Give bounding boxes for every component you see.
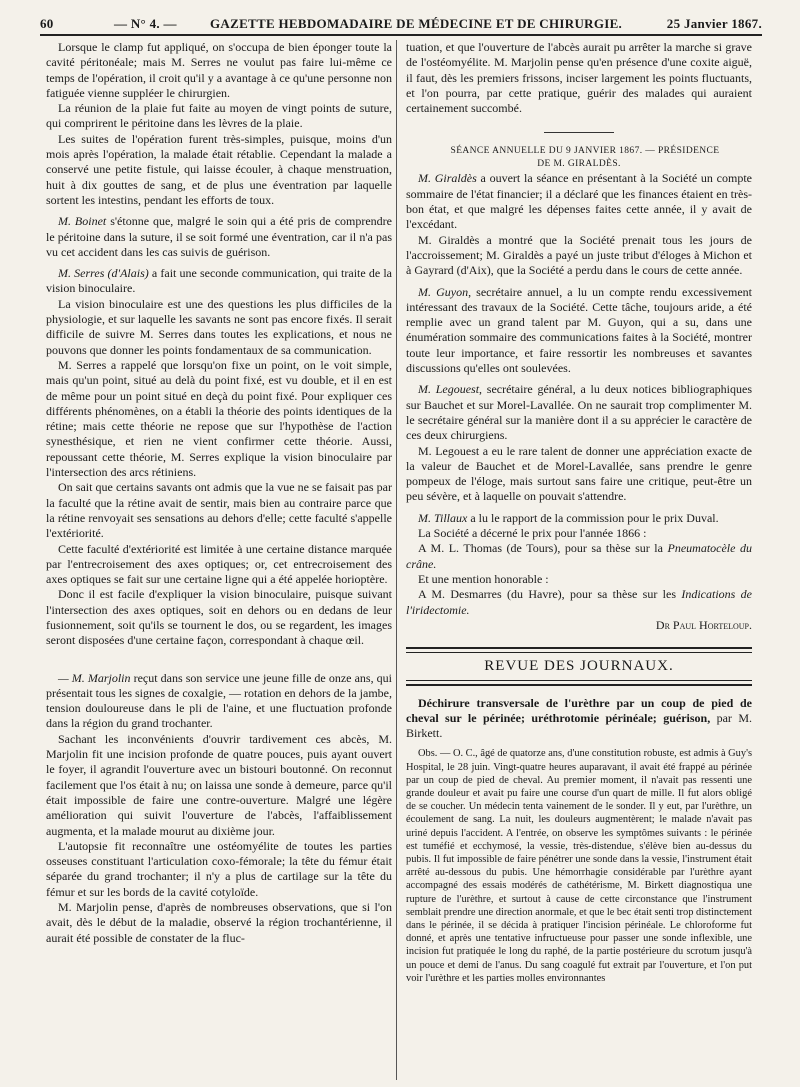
article-title: [406, 696, 752, 741]
paragraph-text: A M. Desmarres (du Havre), pour sa thèse sur les: [418, 587, 682, 602]
column-divider: [396, 40, 397, 1080]
paragraph: M. Giraldès a montré que la Société prenait tous les jours de l'accroissement; M. Giraldès a payé un juste tribut d'éloges à Michon et à Gayrard (d'Aix), que la Société a perdu dans le cours de cette année.: [406, 232, 752, 278]
speaker-name: M. Tillaux: [418, 510, 468, 525]
paragraph: La Société a décerné le prix pour l'année 1866 :: [418, 526, 647, 541]
signature: Dr Paul Horteloup.: [655, 617, 752, 632]
speaker-name: M. Giraldès: [418, 171, 477, 186]
article-title-text: Déchirure transversale de l'urèthre par un coup de pied de cheval sur le périnée; uréthrotomie périnéale; guérison,: [406, 696, 752, 726]
thesis-title: Pneumatocèle du crâne.: [406, 541, 752, 571]
right-column: [406, 40, 752, 985]
paragraph: M. Serres a rappelé que lorsqu'on fixe un point, on le voit simple, mais qu'un point, situé au delà du point fixé, est vu double, et il en est de même pour un point situé en deçà du point fixé. Pour expliquer ces différents phénomènes, on a établi la théorie des points identiques de la rétine; mais cette théorie ne repose que sur l'hypothèse de l'action synesthésique, et rien ne vient confirmer cette théorie. Aussi, repoussant cette théorie, M. Serres explique la vision binoculaire par l'intersection des arcs rétiniens.: [46, 357, 392, 480]
paragraph: [406, 541, 752, 572]
speaker-name: M. Boinet: [58, 214, 107, 229]
paragraph-text: s'étonne que, malgré le soin qui a été pris de comprendre le péritoine dans la suture, il se soit formé une éventration, car il n'a pas vu cet accident dans les cas suivis de guérison.: [46, 214, 392, 259]
paragraph-text: a ouvert la séance en présentant à la Société un compte sommaire de l'état financier; il a déclaré que les finances étaient en très-bon état, et que malgré les dépenses faites cette année, il y avait de l'excédant.: [406, 171, 752, 232]
section-banner: [406, 647, 752, 686]
paragraph: On sait que certains savants ont admis que la vue ne se faisait pas par la faculté que la rétine avait de sentir, mais bien au contraire parce que la rétine renvoyait ses sensations au dehors d'elle; cette faculté s'appelle l'extériorité.: [46, 480, 392, 541]
paragraph: Cette faculté d'extériorité est limitée à une certaine distance marquée par l'entrecroisement des axes optiques; or, cet entrecroisement des axes optiques se fait sur une certaine ligne qui a été appelée horioptère.: [46, 541, 392, 587]
paragraph: Sachant les inconvénients d'ouvrir tardivement ces abcès, M. Marjolin fit une incision profonde de quatre pouces, puis ayant ouvert le foyer, il agrandit l'ouverture avec un bistouri boutonné. On reconnut facilement que l'os était à nu; on laissa une sonde à demeure, parce qu'il était impossible de faire une contre-ouverture. Malgré une légère amélioration qui suivit l'ouverture de l'abcès, l'affaiblissement augmenta, et la malade mourut au dixième jour.: [46, 731, 392, 838]
paragraph: [406, 171, 752, 232]
article-author: par M. Birkett.: [406, 711, 752, 741]
page-header: [40, 8, 762, 36]
paragraph: Les suites de l'opération furent très-simples, puisque, moins d'un mois après l'opération, la malade était rétablie. Cependant la malade a conservé une petite fistule, qui laisse écouler, à chaque menstruation, huit à dix gouttes de sang, et de plus une éventration par laquelle sortent les intestins, pendant les efforts de toux.: [46, 131, 392, 207]
speaker-name: M. Legouest: [418, 382, 480, 397]
speaker-name: — M. Marjolin: [58, 670, 131, 685]
session-heading-line: DE M. GIRALDÈS.: [537, 159, 621, 170]
section-title: REVUE DES JOURNAUX.: [484, 658, 674, 675]
issue-date: 25 Janvier 1867.: [666, 16, 762, 31]
paragraph: Et une mention honorable :: [418, 571, 549, 586]
paragraph: [406, 587, 752, 618]
paragraph: [46, 266, 392, 297]
speaker-name: M. Guyon: [418, 284, 469, 299]
paragraph: [406, 511, 752, 526]
paragraph: tuation, et que l'ouverture de l'abcès aurait pu arrêter la marche si grave de l'ostéomyélite. M. Marjolin pense qu'en présence d'une coxite aiguë, il faut, dès les premiers frissons, inciser largement les points fluctuants, et l'on pourra, par cette pratique, guérir des malades qui auraient certainement succombé.: [406, 40, 752, 116]
paragraph-text: , secrétaire annuel, a lu un compte rendu excessivement intéressant des travaux de la Société. Cette tâche, toujours aride, a été remplie avec un grand talent par M. Guyon, qui a su, dans une énumération sommaire des communications faites à la Société, montrer toute leur importance, et faire ressortir les nombreuses et savantes discussions qu'elles ont soulevées.: [406, 284, 752, 376]
paragraph: L'autopsie fit reconnaître une ostéomyélite de toutes les parties osseuses constituant l'articulation coxo-fémorale; la tête du fémur était séparée du grand trochanter; il n'y a plus de cartilage sur la tête du fémur et sur les bords de la cavité cotyloïde.: [46, 838, 392, 899]
paragraph: Lorsque le clamp fut appliqué, on s'occupa de bien éponger toute la cavité péritonéale; mais M. Serres ne voulut pas faire lui-même ce temps de l'opération, il croit qu'il y a avantage à ce qu'une personne non fatiguée vienne suppléer le chirurgien.: [46, 40, 392, 100]
observation-text: Obs. — O. C., âgé de quatorze ans, d'une constitution robuste, est admis à Guy's Hospital, le 28 juin. Vingt-quatre heures auparavant, il avait été frappé au périnée par un coup de pied de cheval. Au premier moment, il n'avait pas ressenti une grande douleur et avait pu faire une course d'un quart de mille. Il fut alors obligé de se coucher. Un médecin tenta vainement de le sonder. Il y eut, par l'urèthre, un écoulement de sang. La nuit, les douleurs augmentèrent; le malade n'avait pas uriné depuis l'accident. A l'entrée, on observe les symptômes suivants : le périnée est tuméfié et ecchymosé, la vessie, très-distendue, s'élève bien au-dessus du pubis. Il fut impossible de faire pénétrer une sonde dans la vessie, l'instrument était arrêté au-dessous du pubis. Une hémorrhagie considérable par l'urèthre ayant accompagné des essais modérés de cathétérisme, M. Birkett diagnostiqua une rupture de l'urèthre, et surtout à cause de cette circonstance que l'instrument semblait prendre une direction anormale, et que le bec était senti trop distinctement dans le périnée, il se décida à pratiquer l'incision périnéale. Le chloroforme fut donné, et après une tentative infructueuse pour passer une sonde inflexible, une incision fut pratiquée le long du raphé, de la partie postérieure du scrotum jusqu'à un pouce et demi de l'anus. Du sang coagulé fut extrait par l'ouverture, et l'on put voir l'urèthre et les parties molles environnantes: [406, 748, 752, 984]
paragraph: M. Legouest a eu le rare talent de donner une appréciation exacte de la valeur de Bauchet et de Morel-Lavallée, sans prendre le genre pompeux de l'éloge, mais surtout sans faire une critique, peut-être un peu sévère, et à laquelle on pouvait s'attendre.: [406, 443, 752, 504]
paragraph-text: reçut dans son service une jeune fille de onze ans, qui présentait tous les signes de coxalgie, — rotation en dehors de la jambe, tension douloureuse dans le pli de l'aine, et une fluctuation profonde dans la région du grand trochanter.: [46, 670, 392, 731]
paragraph-text: a fait une seconde communication, qui traite de la vision binoculaire.: [46, 266, 392, 296]
thesis-title: Indications de l'iridectomie.: [406, 587, 753, 617]
paragraph: [46, 214, 392, 260]
paragraph: La vision binoculaire est une des questions les plus difficiles de la physiologie, et sur laquelle les savants ne sont pas encore fixés. Il serait difficile de suivre M. Serres dans toutes les explications, et nous ne pouvons que donner les points fondamentaux de sa communication.: [46, 296, 392, 357]
banner-rule: [406, 680, 752, 686]
session-heading: [406, 145, 752, 171]
session-heading-line: SÉANCE ANNUELLE DU 9 JANVIER 1867. — PRÉSIDENCE: [450, 146, 720, 157]
speaker-name: M. Serres (d'Alais): [58, 266, 149, 281]
paragraph-text: A M. L. Thomas (de Tours), pour sa thèse sur la: [418, 541, 668, 556]
paragraph: [46, 671, 392, 732]
paragraph: [406, 285, 752, 377]
paragraph: La réunion de la plaie fut faite au moyen de vingt points de suture, qui comprirent le péritoine dans les lèvres de la plaie.: [46, 101, 392, 131]
paragraph: M. Marjolin pense, d'après de nombreuses observations, que si l'on avait, dès le début de la maladie, observé la région trochantérienne, il aurait été possible de constater de la fluc-: [46, 900, 392, 945]
left-column: [46, 40, 392, 946]
journal-title: GAZETTE HEBDOMADAIRE DE MÉDECINE ET DE CHIRURGIE.: [210, 16, 623, 31]
paragraph: Donc il est facile d'expliquer la vision binoculaire, puisque suivant l'intersection des axes optiques, soit en dehors ou en dedans de leur fusionnement, soit qu'ils se tournent le dos, ou se regardent, les images seront disposées d'une certaine façon, correspondant à chaque œil.: [46, 587, 392, 648]
paragraph-text: a lu le rapport de la commission pour le prix Duval.: [467, 510, 719, 525]
page-number: 60: [40, 16, 54, 31]
paragraph: [406, 382, 752, 443]
section-divider: [544, 132, 614, 133]
paragraph-text: , secrétaire général, a lu deux notices bibliographiques sur Bauchet et sur Morel-Lavallée. On ne saurait trop complimenter M. le secrétaire général sur la manière dont il a su apprécier le caractère de ces deux chirurgiens.: [406, 382, 752, 443]
issue-number: — N° 4. —: [114, 16, 177, 31]
